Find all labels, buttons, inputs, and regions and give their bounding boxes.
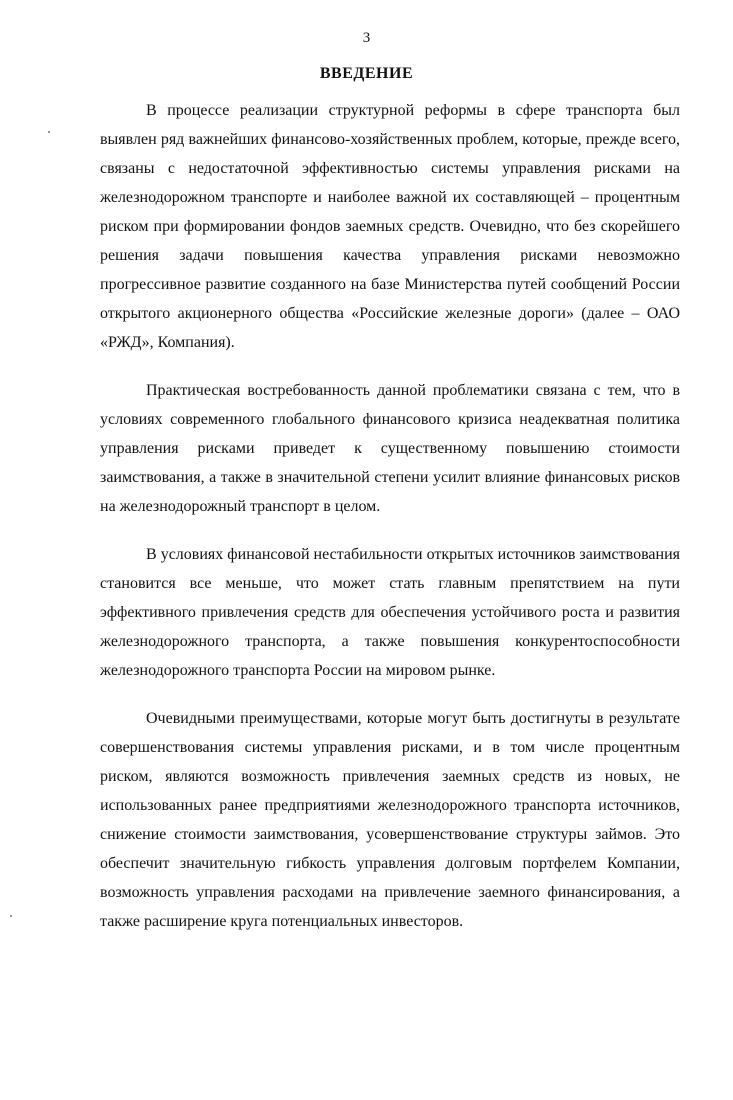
scan-speck — [48, 131, 50, 133]
paragraph-3: В условиях финансовой нестабильности открытых источников заимствования становится все меньше, что может стать главным препятствием на пути эффективного привлечения средств для обеспечения устойчивого роста и развития железнодорожного транспорта, а также повышения конкурентоспособности железнодорожного транспорта России на мировом рынке. — [100, 546, 680, 679]
paragraph-1: В процессе реализации структурной реформы в сфере транспорта был выявлен ряд важнейших финансово-хозяйственных проблем, которые, прежде всего, связаны с недостаточной эффективностью системы управления рисками на железнодорожном транспорте и наиболее важной их составляющей – процентным риском при формировании фондов заемных средств. Очевидно, что без скорейшего решения задачи повышения качества управления рисками невозможно прогрессивное развитие созданного на базе Министерства путей сообщений России открытого акционерного общества «Российские железные дороги» (далее – ОАО «РЖД», Компания). — [100, 102, 680, 351]
body-text — [100, 96, 680, 955]
paragraph-2: Практическая востребованность данной проблематики связана с тем, что в условиях современного глобального финансового кризиса неадекватная политика управления рисками приведет к существенному повышению стоимости заимствования, а также в значительной степени усилит влияние финансовых рисков на железнодорожный транспорт в целом. — [100, 382, 680, 515]
paragraph-4: Очевидными преимуществами, которые могут быть достигнуты в результате совершенствования системы управления рисками, и в том числе процентным риском, являются возможность привлечения заемных средств из новых, не использованных ранее предприятиями железнодорожного транспорта источников, снижение стоимости заимствования, усовершенствование структуры займов. Это обеспечит значительную гибкость управления долговым портфелем Компании, возможность управления расходами на привлечение заемного финансирования, а также расширение круга потенциальных инвесторов. — [100, 710, 680, 930]
page-number: 3 — [362, 30, 371, 46]
section-heading: ВВЕДЕНИЕ — [319, 65, 414, 82]
scan-speck — [10, 915, 12, 917]
